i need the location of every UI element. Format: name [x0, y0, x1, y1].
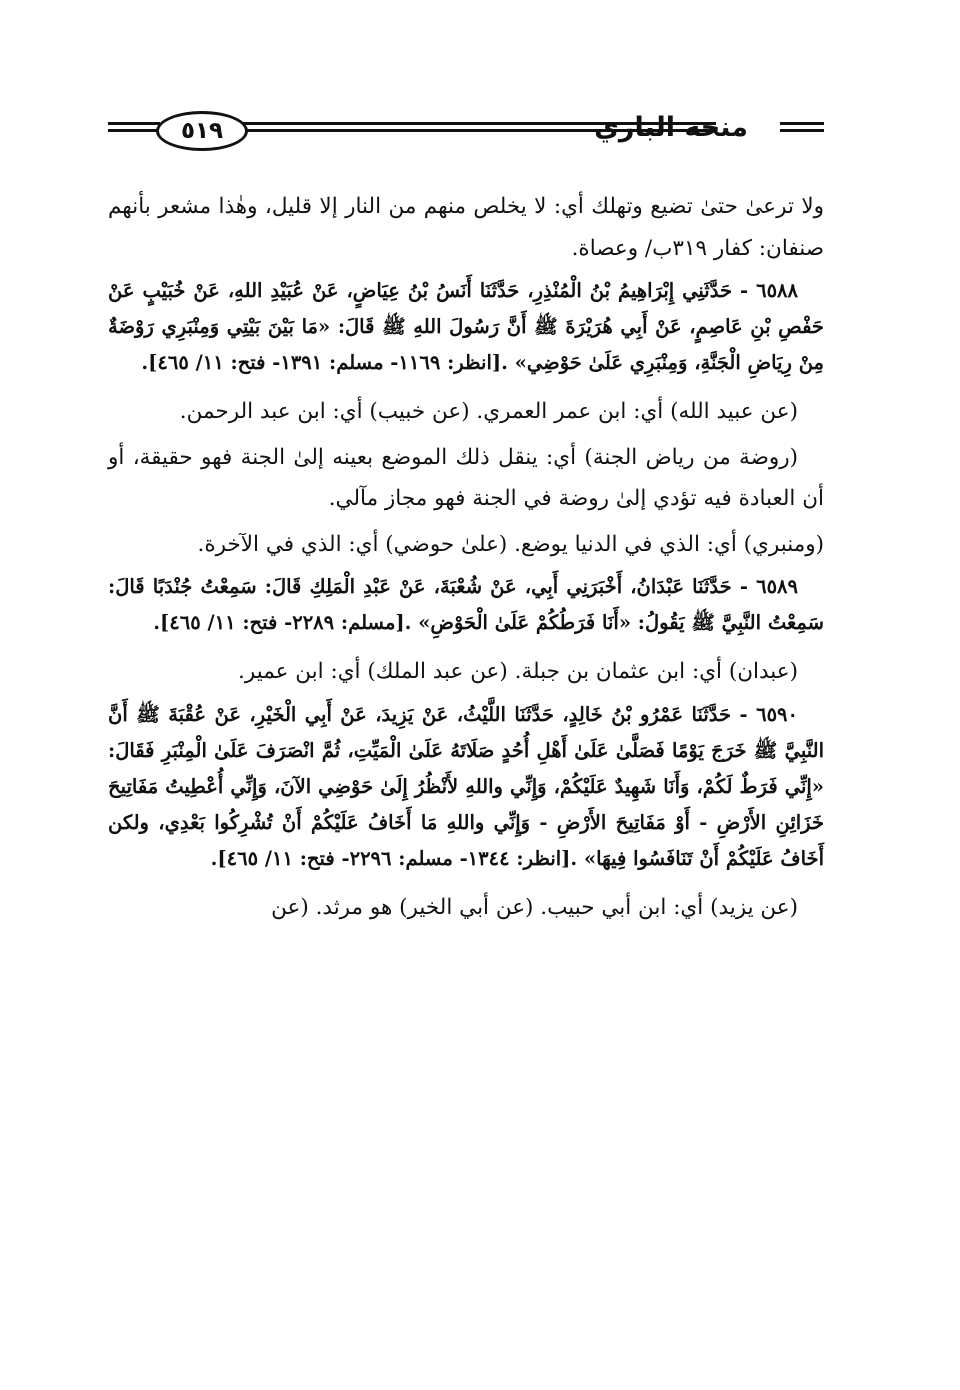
header-rule-left [108, 122, 160, 125]
hadith-6590: ٦٥٩٠ - حَدَّثَنَا عَمْرُو بْنُ خَالِدٍ، حَدَّثَنَا اللَّيْثُ، عَنْ يَزِيدَ، عَنْ أَبِي الْخَيْرِ، عَنْ عُقْبَةَ ﷺ أَنَّ النَّبِيَّ ﷺ خَرَجَ يَوْمًا فَصَلَّىٰ عَلَىٰ أَهْلِ أُحُدٍ صَلَاتَهُ عَلَىٰ الْمَيِّتِ، ثُمَّ انْصَرَفَ عَلَىٰ الْمِنْبَرِ فَقَالَ: «إِنِّي فَرَطٌ لَكُمْ، وَأَنَا شَهِيدٌ عَلَيْكُمْ، وَإِنِّي واللهِ لأَنْظُرُ إِلَىٰ حَوْضِي الآنَ، وَإِنِّي أُعْطِيتُ مَفَاتِيحَ خَزَائِنِ الأَرْضِ - أَوْ مَفَاتِيحَ الأَرْضِ - وَإِنِّي واللهِ مَا أَخَافُ عَلَيْكُمْ أَنْ تُشْرِكُوا بَعْدِي، ولكن أَخَافُ عَلَيْكُمْ أَنْ تَنَافَسُوا فِيهَا» .[انظر: ١٣٤٤- مسلم: ٢٢٩٦- فتح: ١١/ ٤٦٥]. [108, 702, 824, 870]
page-header [108, 106, 824, 162]
hadith-6588: ٦٥٨٨ - حَدَّثَنِي إِبْرَاهِيمُ بْنُ الْمُنْذِرِ، حَدَّثَنَا أَنَسُ بْنُ عِيَاضٍ، عَنْ عُبَيْدِ اللهِ، عَنْ خُبَيْبٍ عَنْ حَفْصِ بْنِ عَاصِمٍ، عَنْ أَبِي هُرَيْرَةَ ﷺ أَنَّ رَسُولَ اللهِ ﷺ قَالَ: «مَا بَيْنَ بَيْتِي وَمِنْبَرِي رَوْضَةٌ مِنْ رِيَاضِ الْجَنَّةِ، وَمِنْبَرِي عَلَىٰ حَوْضِي» .[انظر: ١١٦٩- مسلم: ١٣٩١- فتح: ١١/ ٤٦٥]. [108, 279, 824, 374]
commentary-paragraph-6: (عن يزيد) أي: ابن أبي حبيب. (عن أبي الخير) هو مرثد. (عن [271, 894, 798, 920]
book-title: منحة الباري [594, 112, 748, 143]
page-number: ٥١٩ [156, 111, 248, 151]
header-rule-right [780, 122, 824, 125]
commentary-paragraph-4: (ومنبري) أي: الذي في الدنيا يوضع. (علىٰ حوضي) أي: الذي في الآخرة. [197, 531, 824, 557]
commentary-paragraph-3: (روضة من رياض الجنة) أي: ينقل ذلك الموضع بعينه إلىٰ الجنة فهو حقيقة، أو أن العبادة فيه تؤدي إلىٰ روضة في الجنة فهو مجاز مآلي. [108, 444, 824, 511]
commentary-paragraph-2: (عن عبيد الله) أي: ابن عمر العمري. (عن خبيب) أي: ابن عبد الرحمن. [179, 399, 798, 424]
hadith-6589: ٦٥٨٩ - حَدَّثَنَا عَبْدَانُ، أَخْبَرَنِي أَبِي، عَنْ شُعْبَةَ، عَنْ عَبْدِ الْمَلِكِ قَالَ: سَمِعْتُ جُنْدَبًا قَالَ: سَمِعْتُ النَّبِيَّ ﷺ يَقُولُ: «أَنَا فَرَطُكُمْ عَلَىٰ الْحَوْضِ» .[مسلم: ٢٢٨٩- فتح: ١١/ ٤٦٥]. [108, 575, 824, 634]
commentary-paragraph-5: (عبدان) أي: ابن عثمان بن جبلة. (عن عبد الملك) أي: ابن عمير. [238, 659, 798, 684]
commentary-paragraph-1: ولا ترعىٰ حتىٰ تضيع وتهلك أي: لا يخلص منهم من النار إلا قليل، وهٰذا مشعر بأنهم صنفان: كفار ٣١٩ب/ وعصاة. [108, 194, 824, 261]
page-body [108, 186, 824, 932]
